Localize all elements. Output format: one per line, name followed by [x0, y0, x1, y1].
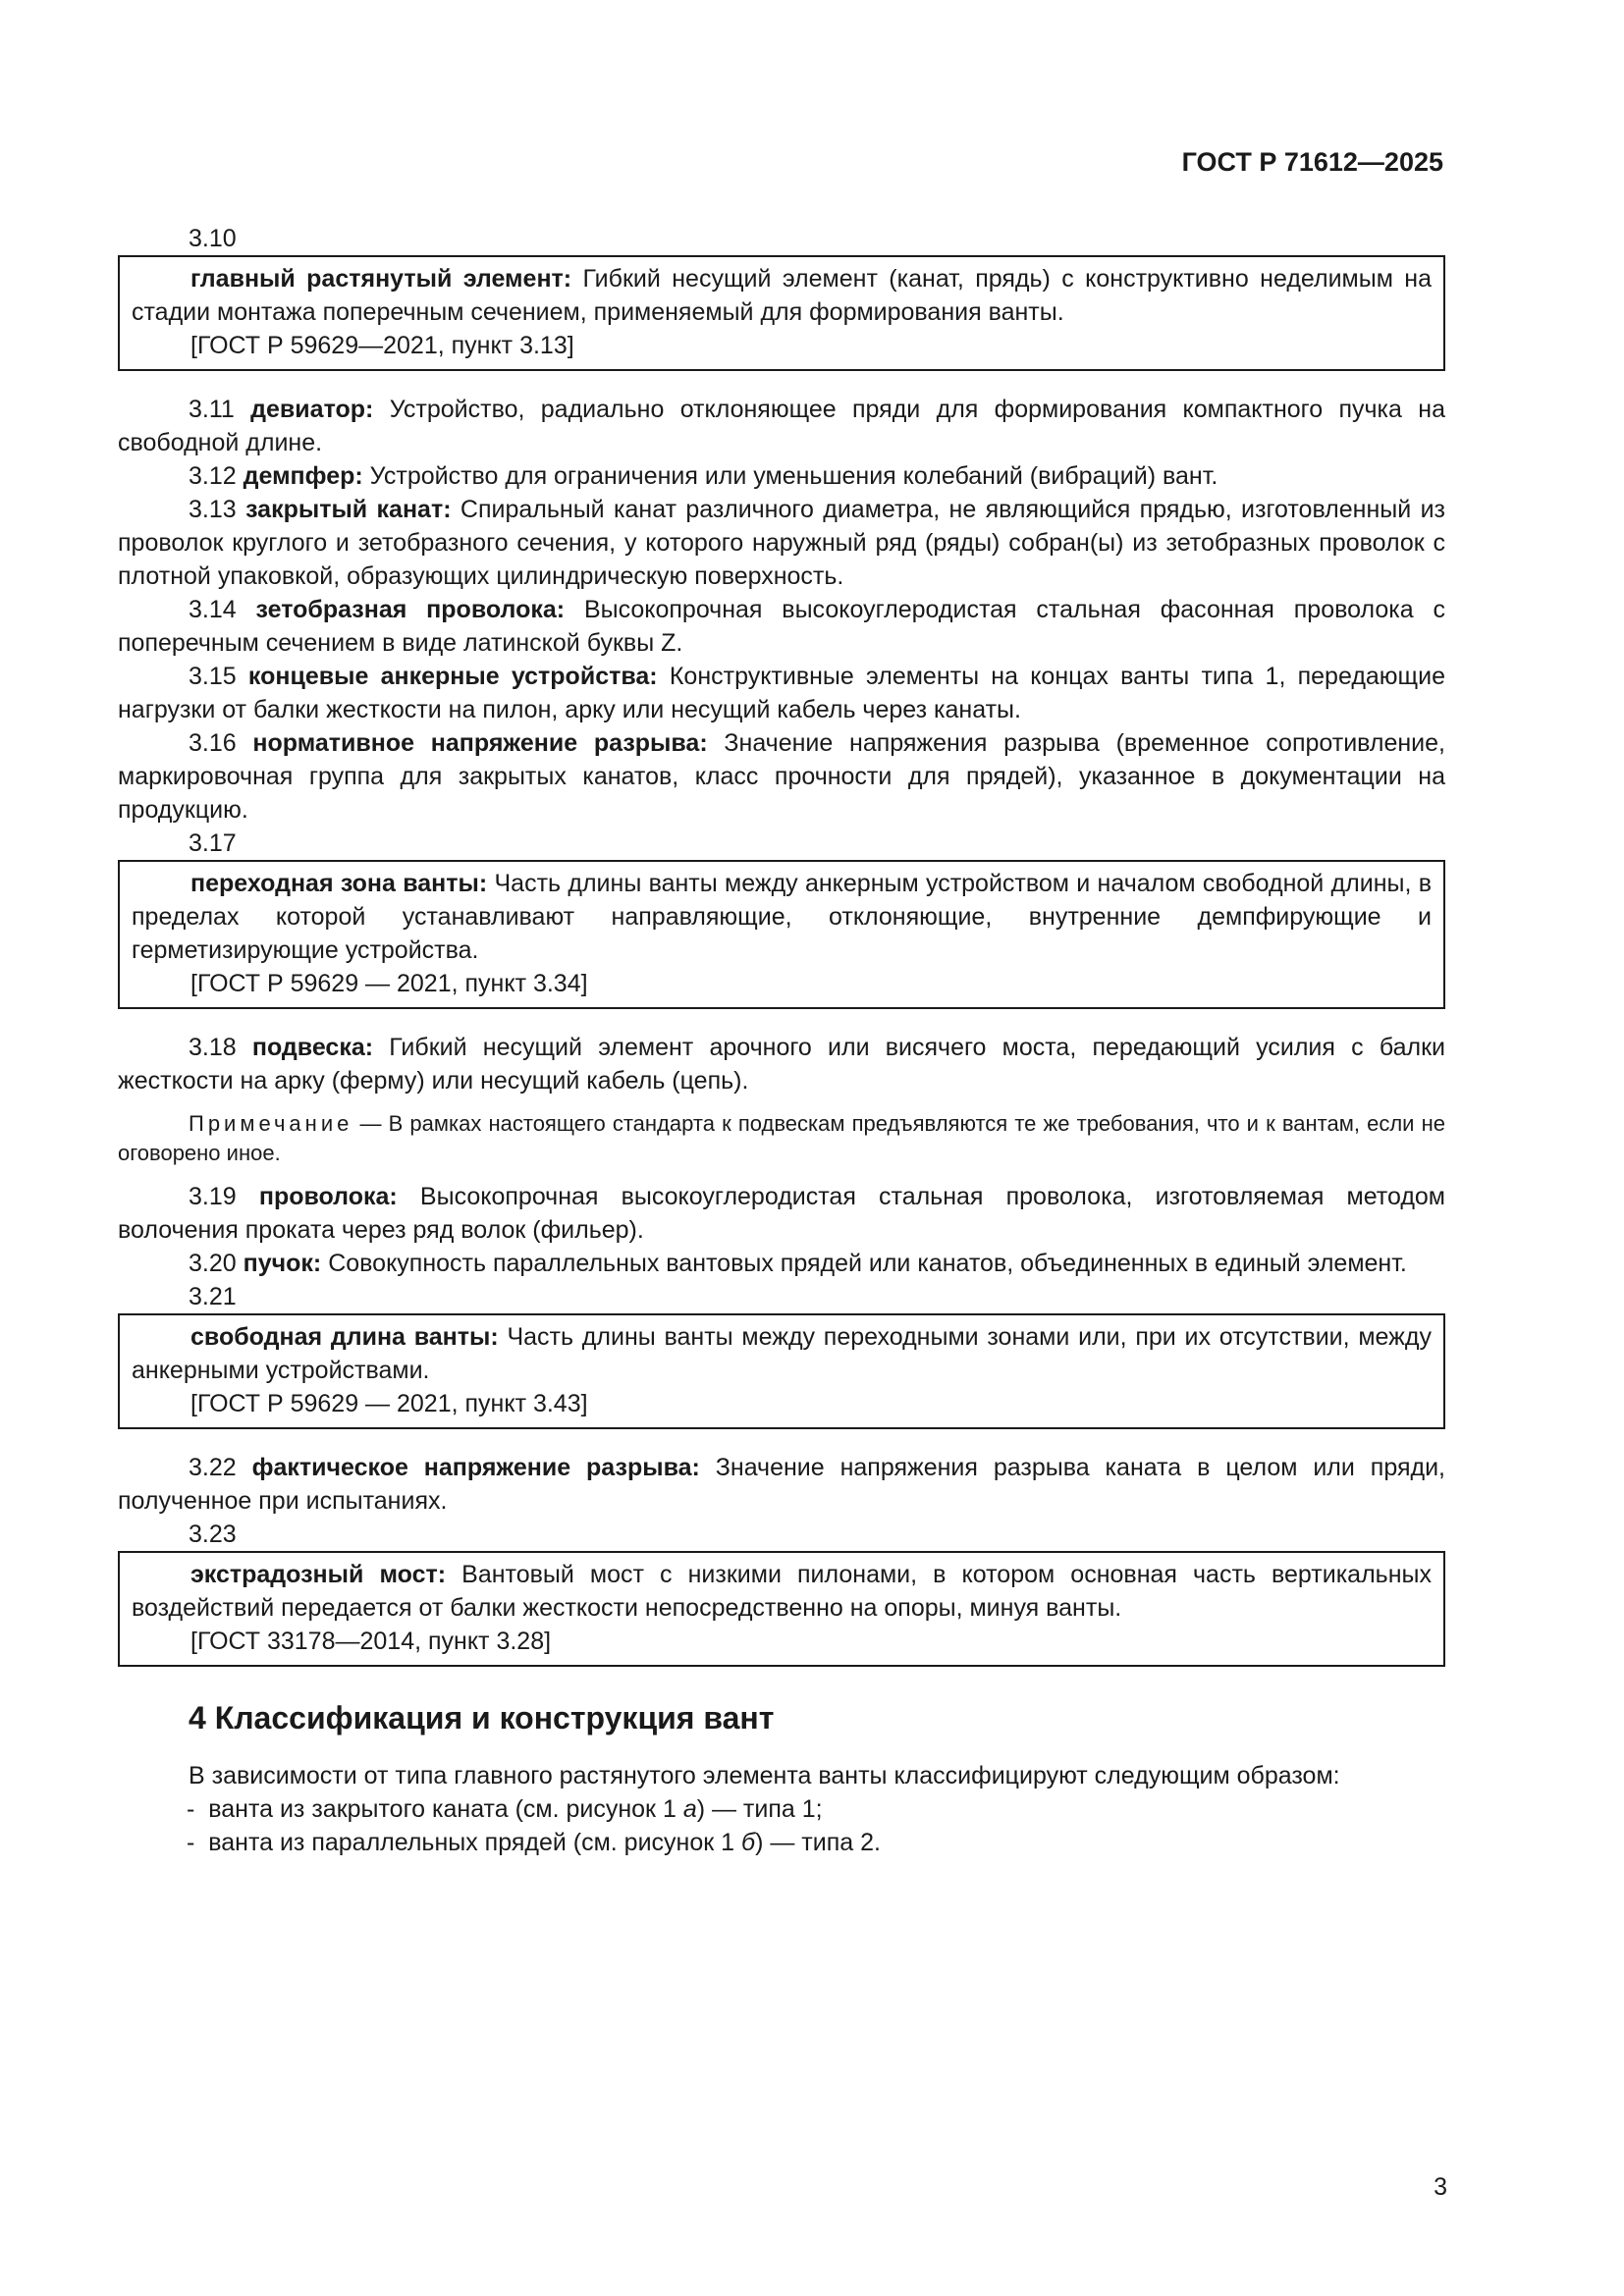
page-number: 3: [1434, 2173, 1447, 2201]
term-text: Высокопрочная высокоуглеродистая стальная фасонная проволока с поперечным сечением в виде латинской буквы Z.: [118, 596, 1445, 657]
term-text: Гибкий несущий элемент арочного или висячего моста, передающий усилия с балки жесткости на арку (ферму) или несущий кабель (цепь).: [118, 1034, 1445, 1095]
term-name: свободная длина ванты:: [190, 1323, 499, 1351]
list-item: [118, 1826, 1445, 1859]
term-number: 3.12: [189, 462, 237, 490]
term-text: Вантовый мост с низкими пилонами, в котором основная часть вертикальных воздействий передается от балки жесткости непосредственно на опоры, минуя ванты.: [132, 1561, 1432, 1622]
term-number: 3.20: [189, 1250, 237, 1277]
term-text: Спиральный канат различного диаметра, не являющийся прядью, изготовленный из проволок круглого и зетобразного сечения, у которого наружный ряд (ряды) собран(ы) из зетобразных проволок с плотной упаковкой, образующих цилиндрическую поверхность.: [118, 496, 1446, 590]
term-text: Значение напряжения разрыва каната в целом или пряди, полученное при испытаниях.: [118, 1454, 1445, 1515]
section-heading: 4 Классификация и конструкция вант: [189, 1700, 775, 1735]
term-text: Высокопрочная высокоуглеродистая стальная проволока, изготовляемая методом волочения проката через ряд волок (фильер).: [118, 1183, 1445, 1244]
term-name: проволока:: [258, 1183, 398, 1210]
note: [118, 1109, 1445, 1168]
term-text: Устройство для ограничения или уменьшения колебаний (вибраций) вант.: [369, 462, 1218, 490]
list-item: [118, 1792, 1445, 1826]
term-name: демпфер:: [243, 462, 363, 490]
term-definition: [118, 660, 1445, 726]
term-name: девиатор:: [250, 396, 374, 423]
term-number: 3.22: [189, 1454, 237, 1481]
note-text: — В рамках настоящего стандарта к подвескам предъявляются те же требования, что и к вантам, если не оговорено иное.: [118, 1111, 1445, 1165]
term-text: Часть длины ванты между анкерным устройством и началом свободной длины, в пределах которой устанавливают направляющие, отклоняющие, внутренние демпфирующие и герметизирующие устройства.: [132, 870, 1432, 964]
term-name: зетобразная проволока:: [255, 596, 566, 623]
term-box: [118, 860, 1445, 1009]
term-definition: [132, 867, 1432, 967]
term-number: 3.19: [189, 1183, 237, 1210]
term-number: 3.11: [189, 396, 235, 423]
term-definition: [118, 459, 1445, 493]
list-text: ванта из закрытого каната (см. рисунок 1: [208, 1795, 677, 1823]
section-intro: В зависимости от типа главного растянутого элемента ванты классифицируют следующим образом:: [189, 1762, 1340, 1789]
term-text: Совокупность параллельных вантовых прядей или канатов, объединенных в единый элемент.: [328, 1250, 1407, 1277]
term-text: Устройство, радиально отклоняющее пряди для формирования компактного пучка на свободной длине.: [118, 396, 1445, 456]
term-definition: [118, 1180, 1445, 1247]
term-number: 3.10: [189, 225, 237, 252]
list-dash: -: [187, 1829, 195, 1856]
term-definition: [132, 1320, 1432, 1387]
term-reference: [ГОСТ Р 59629 — 2021, пункт 3.34]: [190, 970, 588, 997]
term-reference: [ГОСТ Р 59629 — 2021, пункт 3.43]: [190, 1390, 588, 1417]
term-number: 3.17: [189, 829, 237, 857]
term-name: пучок:: [243, 1250, 322, 1277]
term-number: 3.13: [189, 496, 237, 523]
list-dash: -: [187, 1795, 195, 1823]
term-name: нормативное напряжение разрыва:: [252, 729, 708, 757]
term-reference: [ГОСТ 33178—2014, пункт 3.28]: [190, 1628, 552, 1655]
term-number: 3.16: [189, 729, 237, 757]
term-text: Гибкий несущий элемент (канат, прядь) с конструктивно неделимым на стадии монтажа поперечным сечением, применяемый для формирования ванты.: [132, 265, 1433, 326]
term-number: 3.23: [189, 1521, 237, 1548]
term-name: экстрадозный мост:: [190, 1561, 447, 1588]
term-number: 3.14: [189, 596, 237, 623]
term-number: 3.21: [189, 1283, 237, 1310]
note-label: Примечание: [189, 1111, 353, 1136]
term-name: главный растянутый элемент:: [190, 265, 572, 293]
list-text: ) — типа 1;: [696, 1795, 823, 1823]
term-definition: [118, 393, 1445, 459]
term-definition: [118, 1031, 1445, 1097]
figure-letter: а: [682, 1795, 697, 1823]
term-box: [118, 255, 1445, 371]
term-name: подвеска:: [251, 1034, 374, 1061]
term-text: Конструктивные элементы на концах ванты типа 1, передающие нагрузки от балки жесткости на пилон, арку или несущий кабель через канаты.: [118, 663, 1445, 723]
list-text: ) — типа 2.: [755, 1829, 881, 1856]
page-content: [118, 222, 1445, 1859]
term-name: концевые анкерные устройства:: [247, 663, 658, 690]
term-box: [118, 1551, 1445, 1667]
term-number: 3.15: [189, 663, 237, 690]
figure-letter: б: [741, 1829, 756, 1856]
term-definition: [118, 1451, 1445, 1518]
term-name: переходная зона ванты:: [190, 870, 488, 897]
term-definition: [118, 593, 1445, 660]
term-name: фактическое напряжение разрыва:: [251, 1454, 700, 1481]
list-text: ванта из параллельных прядей (см. рисунок 1: [208, 1829, 735, 1856]
term-reference: [ГОСТ Р 59629—2021, пункт 3.13]: [190, 332, 574, 359]
term-definition: [118, 726, 1445, 827]
term-definition: [118, 1247, 1445, 1280]
term-number: 3.18: [189, 1034, 237, 1061]
document-code: ГОСТ Р 71612—2025: [1181, 147, 1443, 177]
term-box: [118, 1313, 1445, 1429]
term-text: Значение напряжения разрыва (временное сопротивление, маркировочная группа для закрытых канатов, класс прочности для прядей), указанное в документации на продукцию.: [118, 729, 1445, 824]
term-text: Часть длины ванты между переходными зонами или, при их отсутствии, между анкерными устройствами.: [132, 1323, 1432, 1384]
term-definition: [132, 1558, 1432, 1625]
term-definition: [118, 493, 1445, 593]
term-name: закрытый канат:: [245, 496, 452, 523]
term-definition: [132, 262, 1432, 329]
